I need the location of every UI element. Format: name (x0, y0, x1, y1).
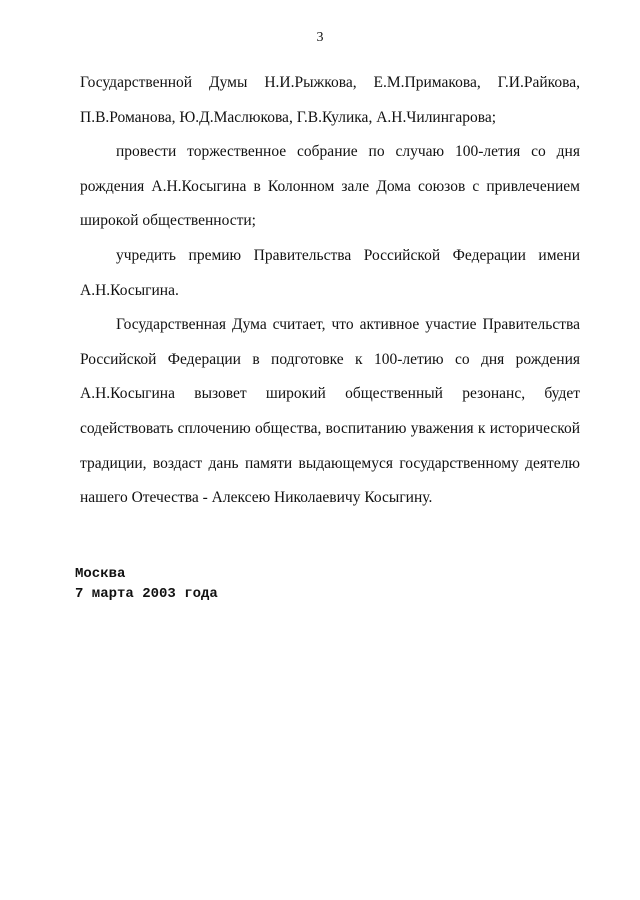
signature-block (75, 564, 218, 604)
paragraph-government-prize: учредить премию Правительства Российской Федерации имени А.Н.Косыгина. (80, 246, 580, 299)
signature-date: 7 марта 2003 года (75, 586, 218, 602)
paragraph-duma-statement: Государственная Дума считает, что активное участие Правительства Российской Федерации в подготовке к 100-летию со дня рождения А.Н.Косыгина вызовет широкий общественный резонанс, будет содействовать сплочению общества, воспитанию уважения к исторической традиции, воздаст дань памяти выдающемуся государственному деятелю нашего Отечества - Алексею Николаевичу Косыгину. (80, 316, 580, 507)
paragraph-deputies-list: Государственной Думы Н.И.Рыжкова, Е.М.Примакова, Г.И.Райкова, П.В.Романова, Ю.Д.Маслюкова, Г.В.Кулика, А.Н.Чилингарова; (80, 74, 580, 126)
signature-city: Москва (75, 566, 126, 582)
document-body (80, 66, 580, 516)
page-number: 3 (316, 30, 324, 45)
paragraph-ceremonial-meeting: провести торжественное собрание по случаю 100-летия со дня рождения А.Н.Косыгина в Колонном зале Дома союзов с привлечением широкой общественности; (80, 143, 580, 230)
